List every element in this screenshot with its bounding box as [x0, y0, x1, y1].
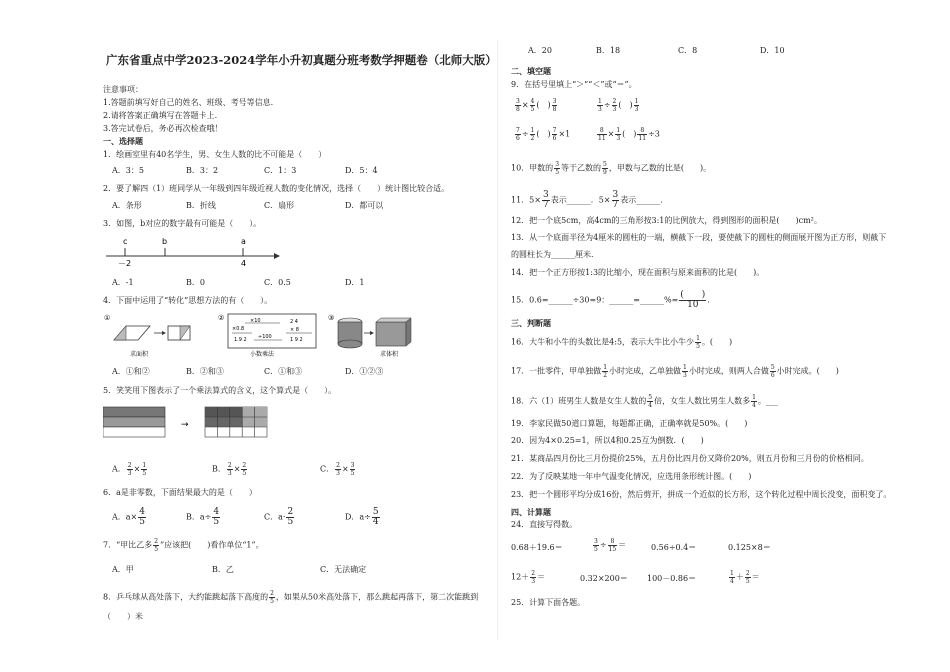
q9-4-post: ÷3 — [648, 129, 660, 139]
q5-c-n2: 3 — [350, 462, 355, 469]
q6-c-d: 5 — [287, 517, 294, 527]
q5-figure — [103, 405, 273, 445]
q5-a-op: × — [133, 464, 141, 474]
calc-times-ten: ×10 — [250, 318, 261, 324]
q5-b-n1: 2 — [227, 462, 232, 469]
q24-item-6[interactable]: 0.32×200＝ — [580, 574, 628, 583]
q5-stem: 5．笑笑用下图表示了一个乘法算式的含义，这个算式是（ ）。 — [103, 386, 337, 395]
q4-option-b[interactable]: B．②和③ — [186, 367, 224, 376]
q8-stem — [103, 590, 478, 605]
q1-stem: 1．绘画室里有40名学生，男、女生人数的比不可能是（ ） — [103, 150, 327, 159]
q4-label-1: ① — [104, 314, 111, 322]
grid-left-row-1 — [103, 407, 165, 417]
q24-2-b: 5 — [594, 546, 598, 553]
q9-1-b: 8 — [516, 106, 520, 113]
q9-2-a: 1 — [598, 98, 602, 105]
q3-stem: 3．如图，b对应的数字最有可能是（ ）。 — [103, 219, 262, 228]
q2-option-b[interactable]: B．折线 — [186, 201, 216, 210]
q24-item-5[interactable] — [511, 570, 545, 585]
q9-4-d: 3 — [616, 135, 621, 142]
q9-3-f: 6 — [552, 135, 557, 142]
q5-c-d1: 3 — [336, 470, 340, 477]
q20-stem: 20．因为4×0.25=1，所以4和0.25互为倒数．( ) — [511, 436, 704, 445]
q5-b-n2: 2 — [242, 462, 247, 469]
grid-right-shaded-2 — [205, 417, 242, 427]
q9-2-e: 1 — [634, 98, 639, 105]
q6-b-d: 5 — [213, 517, 220, 527]
label-a: a — [241, 237, 246, 246]
q9-3-a: 7 — [516, 127, 520, 134]
q9-item-2[interactable] — [596, 98, 640, 113]
grid-left-row-2 — [103, 417, 165, 427]
q10-text-c: ，甲数与乙数的比是( )。 — [608, 163, 712, 173]
q5-a-n1: 2 — [127, 462, 132, 469]
q5-c-d2: 5 — [350, 470, 355, 477]
q6-a-n: 4 — [139, 507, 145, 517]
q8-option-c[interactable]: C．8 — [678, 46, 698, 55]
q5-b-d1: 3 — [227, 470, 232, 477]
q9-2-d: 3 — [612, 106, 617, 113]
q9-2-blank: ( ) — [618, 100, 633, 110]
label-minus-two: －2 — [118, 259, 132, 268]
q24-5-whole: 12＋ — [511, 572, 530, 582]
q3-number-line — [104, 234, 284, 268]
q9-item-4[interactable] — [596, 127, 660, 142]
q11-text-b: 表示______．5× — [550, 195, 611, 205]
q24-2-op: ÷ — [599, 540, 607, 550]
grid-right-shaded-1 — [205, 407, 242, 417]
q9-4-e: 8 — [637, 127, 647, 135]
q7-d: 5 — [154, 546, 159, 553]
q5-option-a[interactable] — [112, 462, 148, 477]
q17-n2: 1 — [683, 364, 687, 371]
q8-n: 2 — [270, 590, 274, 597]
q3-option-a[interactable]: A．-1 — [112, 278, 134, 287]
q5-c-n1: 2 — [336, 462, 340, 469]
q4-stem: 4．下面中运用了“转化”思想方法的有（ ）。 — [103, 296, 273, 305]
q5-a-letter: A． — [112, 464, 126, 474]
q5-c-letter: C． — [320, 464, 335, 474]
q16-text-b: 。( ) — [701, 337, 733, 347]
q9-4-b: 11 — [598, 135, 606, 142]
q9-1-op: × — [521, 100, 529, 110]
q6-d-d: 4 — [372, 517, 379, 527]
q18-text-b: 倍，女生人数比男生人数多 — [654, 396, 751, 406]
q24-8-a: 1 — [730, 570, 734, 577]
q24-5-b: 3 — [531, 578, 536, 585]
q9-3-e: 7 — [552, 127, 557, 134]
q3-option-b[interactable]: B．0 — [186, 278, 205, 287]
q6-a-d: 5 — [139, 517, 145, 527]
q5-a-d2: 5 — [142, 470, 147, 477]
section-calc-heading: 四、计算题 — [511, 507, 551, 517]
note-3: 3.答完试卷后，务必再次检查哦！ — [103, 124, 223, 133]
label-four: 4 — [241, 259, 247, 268]
note-2: 2.请将答案正确填写在答题卡上. — [103, 111, 218, 120]
q10-n1: 3 — [555, 161, 560, 168]
q24-item-7[interactable]: 100－0.86＝ — [647, 574, 697, 583]
q4-option-a[interactable]: A．①和② — [112, 367, 150, 376]
q18-text-c: 。___ — [757, 396, 778, 406]
q13-stem: 13．从一个底面半径为4厘米的圆柱的一端，横截下一段，要使截下的圆柱的侧面展开图为正方形，则截下 — [511, 233, 887, 242]
q5-b-d2: 5 — [242, 470, 247, 477]
q8-stem-continued: （ ）米 — [103, 612, 143, 621]
q13-stem-continued: 的圆柱长为______厘米. — [511, 250, 594, 259]
q3-option-d[interactable]: D．1 — [345, 278, 365, 287]
q24-5-a: 2 — [531, 570, 536, 577]
q17-n1: 1 — [603, 364, 608, 371]
q3-option-c[interactable]: C．0.5 — [264, 278, 291, 287]
q9-2-op: ÷ — [603, 100, 611, 110]
calc-times-08: ×0.8 — [232, 326, 245, 332]
column-divider — [497, 40, 498, 640]
q17-text-a: 17．一批零件，甲单独做 — [511, 366, 602, 376]
q9-item-1[interactable] — [514, 98, 558, 113]
section-choice-heading: 一、选择题 — [103, 136, 143, 146]
q17-d1: 2 — [603, 372, 608, 379]
q18-stem — [511, 394, 778, 409]
q11-n2: 3 — [612, 190, 619, 200]
note-1: 1.答题前填写好自己的姓名、班级、考号等信息. — [103, 98, 274, 107]
q7-stem — [103, 538, 264, 553]
q16-text-a: 16．大牛和小牛的头数比是4:5，表示大牛比小牛少 — [511, 337, 695, 347]
q18-d2: 4 — [752, 402, 756, 409]
calc-192: 1 9 2 — [290, 337, 303, 343]
q4-caption-decimal: 小数乘法 — [250, 351, 275, 358]
q1-option-d[interactable]: D．5：4 — [345, 166, 378, 175]
q18-n1: 5 — [648, 394, 653, 401]
label-b: b — [162, 237, 168, 246]
exam-title: 广东省重点中学2023-2024学年小升初真题分班考数学押题卷（北师大版） — [106, 53, 497, 67]
q8-text-a: 8．乒乓球从高处落下，大约能跳起落下高度的 — [103, 592, 269, 602]
q6-c-label: C．a· — [264, 512, 286, 522]
q11-text-c: 表示______． — [620, 195, 669, 205]
calc-24: 2 4 — [290, 319, 298, 325]
q9-1-a: 3 — [516, 98, 520, 105]
q1-option-c[interactable]: C．1：3 — [264, 166, 297, 175]
q24-2-eq: ＝ — [618, 540, 627, 550]
q10-n2: 5 — [603, 161, 607, 168]
q6-d-n: 5 — [372, 507, 379, 517]
q9-3-d: 2 — [530, 135, 535, 142]
q15-text-a: 15．0.6=______÷30=9：______=______%= — [511, 295, 679, 305]
q7-text-a: 7．“甲比乙多 — [103, 540, 153, 550]
q5-a-n2: 1 — [142, 462, 147, 469]
q15-stem — [511, 291, 710, 310]
q17-stem — [511, 364, 839, 379]
q11-n: 3 — [542, 190, 549, 200]
q18-n2: 1 — [752, 394, 756, 401]
q24-8-d: 5 — [745, 578, 750, 585]
q18-text-a: 18．六（1）班男生人数是女生人数的 — [511, 396, 647, 406]
q8-d: 5 — [270, 598, 274, 605]
q9-3-op: ÷ — [521, 129, 529, 139]
q2-option-a[interactable]: A．条形 — [112, 201, 142, 210]
q24-5-eq: ＝ — [537, 572, 546, 582]
q24-item-8[interactable] — [728, 570, 760, 585]
q5-arrow: → — [181, 420, 189, 430]
q17-text-c: 小时完成，则两人合做 — [688, 366, 769, 376]
q6-c-n: 2 — [287, 507, 294, 517]
q24-2-a: 3 — [594, 538, 598, 545]
q9-3-blank: ( ) — [536, 129, 551, 139]
q24-8-b: 4 — [730, 578, 734, 585]
q7-option-c[interactable]: C．无法确定 — [320, 565, 367, 574]
label-c: c — [123, 237, 128, 246]
number-line-arrow — [274, 253, 280, 259]
q10-d2: 9 — [603, 169, 607, 176]
q6-b-n: 4 — [213, 507, 220, 517]
q19-stem: 19．李家民做50道口算题，每题都正确，正确率就是50%。( ) — [511, 419, 748, 428]
q9-1-f: 8 — [552, 106, 557, 113]
q6-stem: 6．a是非零数，下面结果最大的是（ ） — [103, 488, 257, 497]
q4-arrowhead-1 — [162, 331, 166, 335]
q12-stem: 12．把一个底5cm，高4cm的三角形按3:1的比例放大，得到图形的面积是( )cm²。 — [511, 216, 822, 225]
q9-1-c: 4 — [530, 98, 535, 105]
q6-b-label: B．a÷ — [186, 512, 212, 522]
q5-option-c[interactable] — [320, 462, 356, 477]
q24-8-c: 2 — [745, 570, 750, 577]
q5-b-letter: B． — [212, 464, 226, 474]
q10-text-a: 10．甲数的 — [511, 163, 554, 173]
q8-text-b: ，如果从50米高处落下，那么跳起再落下，第二次能跳到 — [275, 592, 479, 602]
q24-item-4[interactable]: 0.125×8＝ — [728, 543, 771, 552]
q21-stem: 21．某商品四月份比三月份提价25%，五月份比四月份又降价20%，则五月份和三月份的价格相同。 — [511, 454, 869, 463]
rectangle-moved-shape — [180, 326, 190, 340]
q15-text-b: . — [707, 295, 710, 305]
q10-stem — [511, 161, 711, 176]
q17-d3: 6 — [770, 372, 775, 379]
q6-option-c[interactable] — [264, 508, 295, 527]
q9-stem: 9．在括号里填上“＞”“＜”或“＝”。 — [511, 80, 637, 89]
q11-stem — [511, 191, 668, 210]
q18-d1: 4 — [648, 402, 653, 409]
calc-divide-100: ÷100 — [258, 334, 272, 340]
q7-n: 2 — [154, 538, 159, 545]
q23-stem: 23．把一个圆形平均分成16份，然后剪开，拼成一个近似的长方形，这个转化过程中周长没变，面积变了。 — [511, 490, 892, 499]
notes-header: 注意事项： — [103, 85, 143, 94]
q6-a-label: A．a× — [112, 512, 138, 522]
q24-2-c: 8 — [608, 538, 618, 546]
q9-1-d: 5 — [530, 106, 535, 113]
q7-text-b: ”应该把( )看作单位“1”。 — [160, 540, 264, 550]
q4-option-c[interactable]: C．①和③ — [264, 367, 303, 376]
cylinder-bottom — [338, 340, 362, 348]
q16-stem — [511, 335, 732, 350]
q11-text-a: 11．5× — [511, 195, 541, 205]
q5-b-op: × — [233, 464, 241, 474]
q2-option-d[interactable]: D．都可以 — [345, 201, 384, 210]
q24-8-eq: ＝ — [751, 572, 760, 582]
q15-d: 10 — [687, 300, 699, 310]
q4-caption-volume: 求体积 — [380, 351, 399, 358]
q7-option-b[interactable]: B．乙 — [212, 565, 234, 574]
q15-n: ( ) — [680, 290, 706, 300]
q1-option-a[interactable]: A．3：5 — [112, 166, 144, 175]
q24-item-3[interactable]: 0.56÷0.4＝ — [651, 543, 697, 552]
q9-4-c: 1 — [616, 127, 621, 134]
q9-1-blank: ( ) — [536, 100, 551, 110]
q9-4-blank: ( ) — [622, 129, 637, 139]
q17-d2: 3 — [683, 372, 687, 379]
q17-text-b: 小时完成，乙单独做 — [609, 366, 682, 376]
q8-option-b[interactable]: B．18 — [596, 46, 621, 55]
q9-3-post: ×1 — [558, 129, 571, 139]
q6-d-label: D．a÷ — [345, 512, 371, 522]
q1-option-b[interactable]: B．3：2 — [186, 166, 219, 175]
q24-item-1[interactable]: 0.68＋19.6＝ — [511, 543, 563, 552]
q6-option-a[interactable] — [112, 508, 147, 527]
q6-option-b[interactable] — [186, 508, 221, 527]
calc-192-decimal: 1.9 2 — [234, 337, 247, 343]
q16-n: 1 — [696, 335, 700, 342]
grid-left-row-3 — [103, 427, 165, 437]
q14-stem: 14．把一个正方形按1:3的比缩小，现在面积与原来面积的比是( )。 — [511, 268, 765, 277]
q8-option-d[interactable]: D．10 — [760, 46, 785, 55]
cuboid-top — [376, 318, 411, 322]
q24-8-op: ＋ — [735, 572, 744, 582]
q4-label-2: ② — [218, 314, 225, 322]
q22-stem: 22．为了反映某地一年中气温变化情况，应选用条形统计图。( ) — [511, 472, 752, 481]
section-judge-heading: 三、判断题 — [511, 318, 551, 328]
q24-2-d: 15 — [608, 546, 617, 553]
q11-d: 7 — [542, 200, 549, 210]
q9-3-b: 6 — [516, 135, 520, 142]
q5-option-b[interactable] — [212, 462, 248, 477]
q9-4-a: 8 — [597, 127, 607, 135]
q17-text-d: 小时完成。( ) — [776, 366, 839, 376]
q8-option-a[interactable]: A．20 — [528, 46, 552, 55]
q24-item-2[interactable] — [592, 538, 626, 553]
q4-option-d[interactable]: D．①②③ — [345, 367, 384, 376]
q16-d: 5 — [696, 343, 700, 350]
cuboid-side — [406, 318, 411, 346]
q7-option-a[interactable]: A．甲 — [112, 565, 134, 574]
q9-3-c: 1 — [530, 127, 535, 134]
calc-times-8: × 8 — [290, 327, 299, 333]
cuboid-body — [376, 322, 406, 346]
q2-stem: 2．要了解四（1）班同学从一年级到四年级近视人数的变化情况，选择（ ）统计图比较合适。 — [103, 184, 450, 193]
q24-stem: 24．直接写得数。 — [511, 520, 578, 529]
q17-n3: 5 — [770, 364, 775, 371]
q10-text-b: 等于乙数的 — [561, 163, 602, 173]
q9-item-3[interactable] — [514, 127, 570, 142]
section-fill-heading: 二、填空题 — [511, 66, 551, 76]
q4-arrowhead-3 — [370, 331, 374, 335]
q5-a-d1: 3 — [127, 470, 132, 477]
q9-4-op: × — [607, 129, 615, 139]
q5-c-op: × — [341, 464, 349, 474]
q6-option-d[interactable] — [345, 508, 381, 527]
q25-stem: 25．计算下面各题。 — [511, 598, 586, 607]
q9-4-f: 11 — [638, 135, 647, 142]
q4-label-3: ③ — [328, 314, 335, 322]
q10-d1: 5 — [555, 169, 560, 176]
q9-2-f: 3 — [634, 106, 639, 113]
q9-1-e: 3 — [552, 98, 557, 105]
q4-figures — [100, 310, 415, 360]
q2-option-c[interactable]: C．扇形 — [264, 201, 295, 210]
parallelogram-cut-shape — [114, 326, 126, 340]
q9-2-b: 3 — [598, 106, 602, 113]
q9-2-c: 2 — [612, 98, 617, 105]
q11-d2: 7 — [612, 200, 619, 210]
q4-caption-area: 求面积 — [130, 351, 149, 358]
grid-right — [205, 407, 267, 437]
